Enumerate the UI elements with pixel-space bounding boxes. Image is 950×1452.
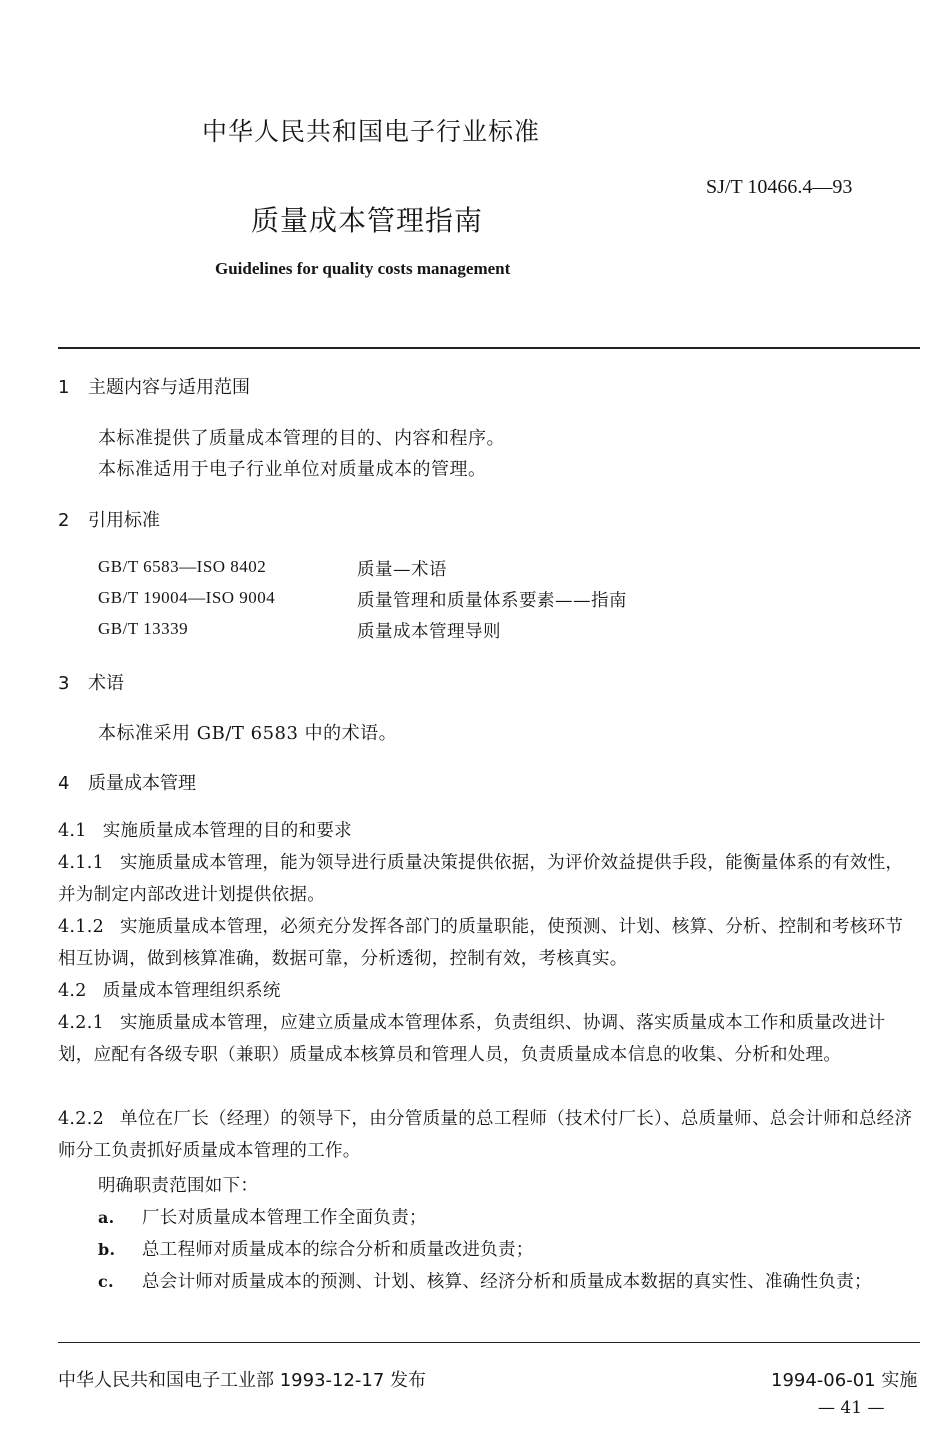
section-number: 1	[58, 377, 70, 398]
section-4-heading	[58, 769, 196, 795]
section-number: 3	[58, 673, 70, 694]
clause-4-1-1	[58, 847, 920, 911]
clause-title: 实施质量成本管理的目的和要求	[102, 821, 352, 841]
clause-text: 实施质量成本管理，应建立质量成本管理体系，负责组织、协调、落实质量成本工作和质量改进计划，应配有各级专职（兼职）质量成本核算员和管理人员，负责质量成本信息的收集、分析和处理。	[58, 1013, 886, 1065]
clause-4-2-heading	[58, 975, 920, 1007]
duty-item	[58, 1266, 920, 1298]
clause-number: 4.2	[58, 981, 87, 1001]
document-subtitle: Guidelines for quality costs management	[215, 259, 511, 278]
clause-number: 4.1.1	[58, 853, 105, 873]
reference-title: 质量—术语	[357, 560, 447, 580]
section-title: 引用标准	[88, 510, 160, 531]
duty-letter: c.	[98, 1272, 114, 1291]
clause-number: 4.2.2	[58, 1109, 105, 1129]
duty-item	[98, 1202, 918, 1234]
header-title: 中华人民共和国电子行业标准	[202, 117, 541, 146]
clause-number: 4.2.1	[58, 1013, 105, 1033]
standard-code: SJ/T 10466.4—93	[706, 176, 853, 198]
section-1-paragraph: 本标准适用于电子行业单位对质量成本的管理。	[98, 459, 487, 480]
section-3-paragraph: 本标准采用 GB/T 6583 中的术语。	[98, 723, 398, 744]
reference-title: 质量管理和质量体系要素——指南	[357, 591, 627, 611]
clause-4-1-2	[58, 911, 920, 975]
section-number: 4	[58, 773, 70, 794]
section-3-heading	[58, 669, 124, 695]
duties-intro: 明确职责范围如下：	[98, 1176, 259, 1196]
duty-text: 总会计师对质量成本的预测、计划、核算、经济分析和质量成本数据的真实性、准确性负责；	[142, 1272, 872, 1292]
duty-item	[98, 1234, 918, 1266]
clause-text: 单位在厂长（经理）的领导下，由分管质量的总工程师（技术付厂长）、总质量师、总会计师和总经济师分工负责抓好质量成本管理的工作。	[58, 1109, 913, 1161]
clause-number: 4.1	[58, 821, 87, 841]
clause-text: 实施质量成本管理，必须充分发挥各部门的质量职能，使预测、计划、核算、分析、控制和考核环节相互协调，做到核算准确，数据可靠，分析透彻，控制有效，考核真实。	[58, 917, 904, 969]
clause-number: 4.1.2	[58, 917, 105, 937]
reference-code: GB/T 19004—ISO 9004	[98, 588, 276, 607]
clause-4-1-heading	[58, 815, 920, 847]
document-title: 质量成本管理指南	[251, 204, 484, 237]
clause-4-2-1	[58, 1007, 920, 1071]
section-number: 2	[58, 510, 70, 531]
clause-title: 质量成本管理组织系统	[102, 981, 281, 1001]
clause-4-2-2	[58, 1103, 920, 1167]
effective-date: 1994-06-01 实施	[771, 1370, 918, 1391]
section-1-heading	[58, 373, 250, 399]
duty-letter: b.	[98, 1240, 116, 1259]
duty-text: 厂长对质量成本管理工作全面负责；	[142, 1208, 427, 1228]
section-title: 质量成本管理	[88, 773, 196, 794]
issue-date: 中华人民共和国电子工业部 1993-12-17 发布	[58, 1370, 427, 1391]
reference-code: GB/T 13339	[98, 619, 189, 638]
reference-code: GB/T 6583—ISO 8402	[98, 557, 267, 576]
duty-letter: a.	[98, 1208, 115, 1227]
reference-title: 质量成本管理导则	[357, 622, 501, 642]
top-divider	[58, 347, 920, 349]
section-2-heading	[58, 506, 160, 532]
duty-text: 总工程师对质量成本的综合分析和质量改进负责；	[142, 1240, 534, 1260]
section-title: 术语	[88, 673, 124, 694]
section-1-paragraph: 本标准提供了质量成本管理的目的、内容和程序。	[98, 428, 505, 449]
section-title: 主题内容与适用范围	[88, 377, 250, 398]
page-number: — 41 —	[818, 1398, 885, 1418]
footer-divider	[58, 1342, 920, 1343]
clause-text: 实施质量成本管理，能为领导进行质量决策提供依据，为评价效益提供手段，能衡量体系的有效性，并为制定内部改进计划提供依据。	[58, 853, 904, 905]
